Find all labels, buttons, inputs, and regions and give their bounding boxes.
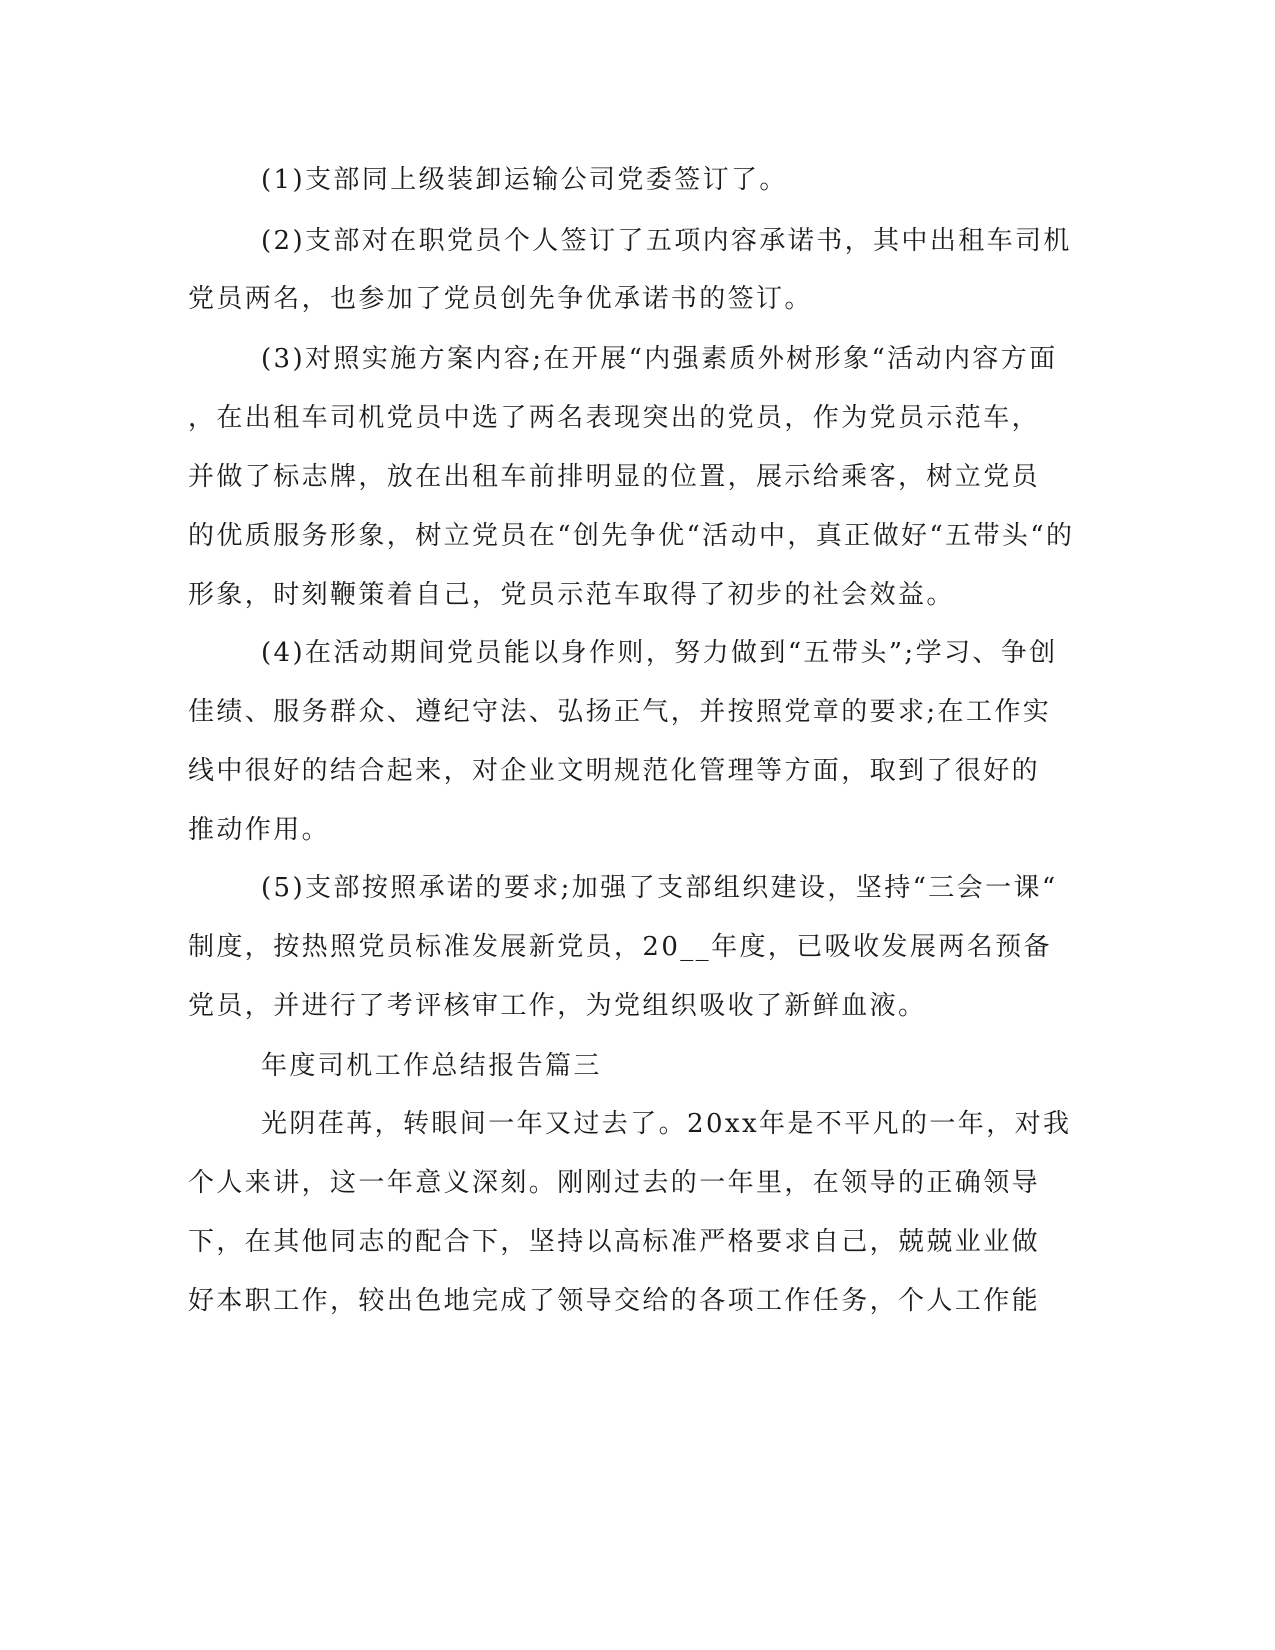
paragraph-4-line: (4)在活动期间党员能以身作则，努力做到“五带头”;学习、争创 (261, 638, 1058, 668)
paragraph-1-line: (1)支部同上级装卸运输公司党委签订了。 (261, 165, 788, 195)
paragraph-2-line: (2)支部对在职党员个人签订了五项内容承诺书，其中出租车司机 (261, 226, 1072, 256)
paragraph-6-line: 个人来讲，这一年意义深刻。刚刚过去的一年里，在领导的正确领导 (188, 1168, 1041, 1198)
paragraph-6-line: 下，在其他同志的配合下，坚持以高标准严格要求自己，兢兢业业做 (188, 1227, 1041, 1257)
paragraph-3-line: 并做了标志牌，放在出租车前排明显的位置，展示给乘客，树立党员 (188, 462, 1041, 492)
paragraph-3-line: ，在出租车司机党员中选了两名表现突出的党员，作为党员示范车， (188, 403, 1041, 433)
paragraph-4-line: 推动作用。 (188, 815, 331, 845)
paragraph-5-line: (5)支部按照承诺的要求;加强了支部组织建设，坚持“三会一课“ (261, 873, 1058, 903)
paragraph-4-line: 线中很好的结合起来，对企业文明规范化管理等方面，取到了很好的 (188, 756, 1041, 786)
paragraph-3-line: 的优质服务形象，树立党员在“创先争优“活动中，真正做好“五带头“的 (188, 521, 1075, 551)
paragraph-5-line: 制度，按热照党员标准发展新党员，20__年度，已吸收发展两名预备 (188, 932, 1052, 962)
paragraph-4-line: 佳绩、服务群众、遵纪守法、弘扬正气，并按照党章的要求;在工作实 (188, 697, 1052, 727)
paragraph-3-line: (3)对照实施方案内容;在开展“内强素质外树形象“活动内容方面 (261, 344, 1058, 374)
paragraph-3-line: 形象，时刻鞭策着自己，党员示范车取得了初步的社会效益。 (188, 580, 955, 610)
section-heading: 年度司机工作总结报告篇三 (261, 1051, 602, 1081)
paragraph-6-line: 好本职工作，较出色地完成了领导交给的各项工作任务，个人工作能 (188, 1286, 1041, 1316)
paragraph-5-line: 党员，并进行了考评核审工作，为党组织吸收了新鲜血液。 (188, 991, 927, 1021)
paragraph-2-line: 党员两名，也参加了党员创先争优承诺书的签订。 (188, 284, 813, 314)
paragraph-6-line: 光阴荏苒，转眼间一年又过去了。20xx年是不平凡的一年，对我 (261, 1109, 1072, 1139)
